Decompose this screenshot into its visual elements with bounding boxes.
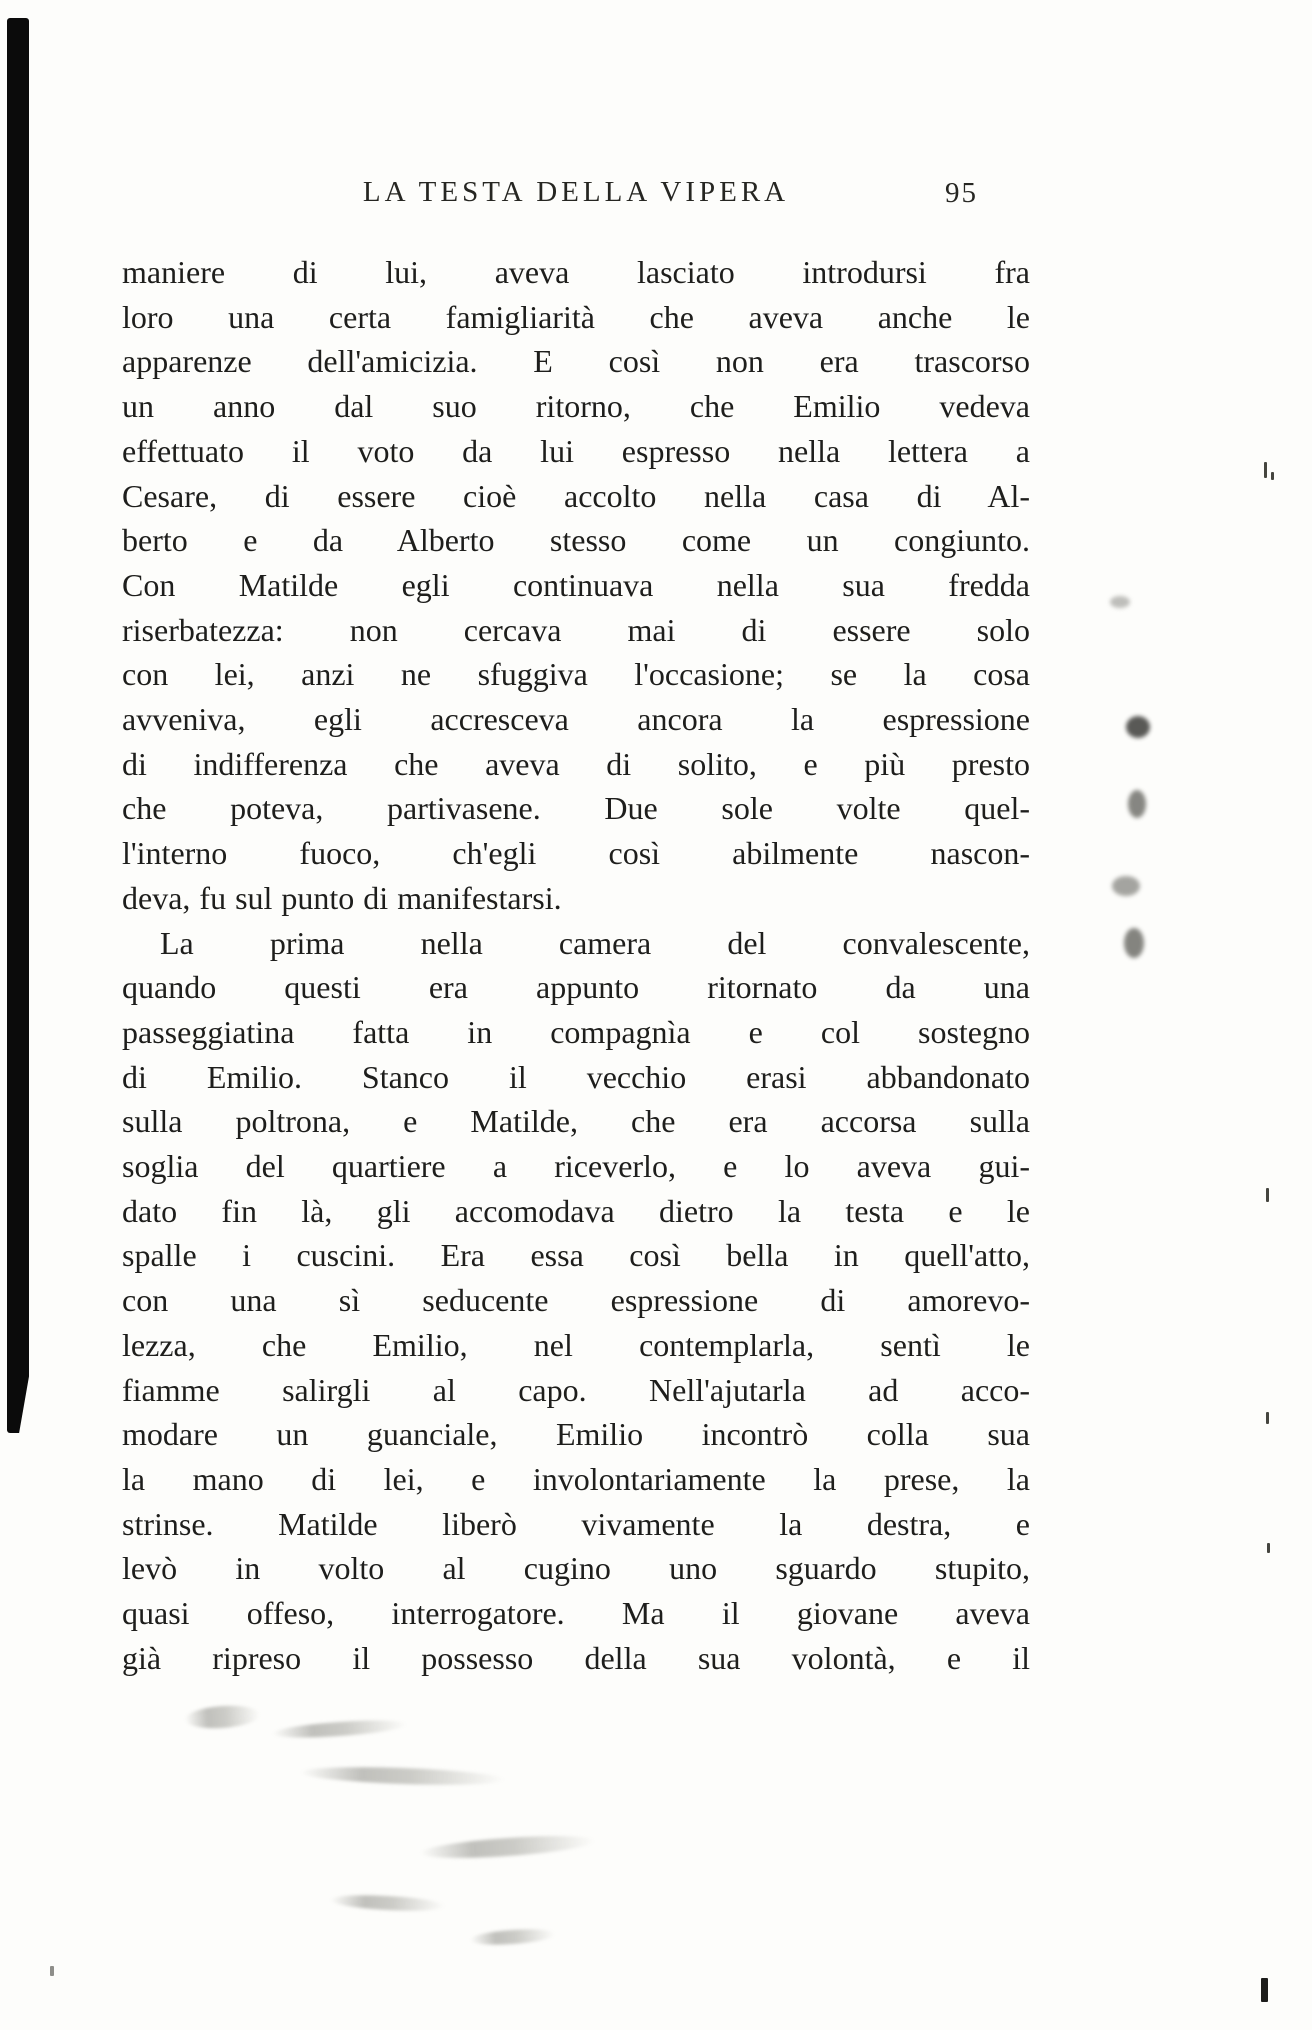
pencil-smudge (184, 1703, 260, 1730)
page-number: 95 (945, 177, 978, 209)
ink-speck (1110, 596, 1130, 608)
running-title: LA TESTA DELLA VIPERA (362, 176, 790, 208)
ink-speck (1126, 716, 1150, 738)
text-line: fiamme salirgli al capo. Nell'ajutarla ad acco- (122, 1371, 1030, 1408)
text-line: di Emilio. Stanco il vecchio erasi abbandonato (122, 1058, 1030, 1095)
text-line: Cesare, di essere cioè accolto nella casa di Al- (122, 477, 1030, 514)
pencil-smudge (272, 1717, 408, 1740)
text-line: avveniva, egli accresceva ancora la espressione (122, 701, 1030, 738)
text-line: deva, fu sul punto di manifestarsi. (122, 879, 562, 916)
text-line: spalle i cuscini. Era essa così bella in quell'atto, (122, 1237, 1030, 1274)
text-line: di indifferenza che aveva di solito, e più presto (122, 745, 1030, 782)
text-line: che poteva, partivasene. Due sole volte quel- (122, 790, 1030, 827)
text-line: strinse. Matilde liberò vivamente la destra, e (122, 1505, 1030, 1542)
text-line: lezza, che Emilio, nel contemplarla, sentì le (122, 1326, 1030, 1363)
text-line: riserbatezza: non cercava mai di essere solo (122, 611, 1030, 648)
pencil-smudge (300, 1764, 505, 1787)
ink-speck (1124, 928, 1144, 958)
text-line: l'interno fuoco, ch'egli così abilmente nascon- (122, 835, 1030, 872)
ink-speck (1112, 876, 1140, 896)
pencil-smudge (330, 1893, 446, 1913)
text-line: La prima nella camera del convalescente, (160, 924, 1030, 961)
text-line: sulla poltrona, e Matilde, che era accorsa sulla (122, 1103, 1030, 1140)
margin-mark (1266, 1188, 1269, 1202)
text-line: passeggiatina fatta in compagnìa e col sostegno (122, 1013, 1030, 1050)
margin-mark (1267, 1543, 1270, 1553)
margin-mark (1264, 462, 1267, 478)
margin-mark (1261, 1978, 1268, 2002)
text-line: con lei, anzi ne sfuggiva l'occasione; se la cosa (122, 656, 1030, 693)
margin-mark (1266, 1412, 1269, 1424)
text-line: soglia del quartiere a riceverlo, e lo aveva gui- (122, 1148, 1030, 1185)
pencil-smudge (420, 1832, 596, 1862)
text-line: apparenze dell'amicizia. E così non era trascorso (122, 343, 1030, 380)
text-line: berto e da Alberto stesso come un congiunto. (122, 522, 1030, 559)
binding-shadow (7, 18, 29, 1433)
paragraph (122, 250, 1030, 921)
page-header (122, 176, 1030, 220)
text-line: effettuato il voto da lui espresso nella lettera a (122, 432, 1030, 469)
text-line: la mano di lei, e involontariamente la prese, la (122, 1460, 1030, 1497)
text-line: dato fin là, gli accomodava dietro la testa e le (122, 1192, 1030, 1229)
text-line: maniere di lui, aveva lasciato introdursi fra (122, 254, 1030, 290)
text-block (122, 250, 1030, 1681)
paragraph (122, 921, 1030, 1681)
margin-mark (1271, 472, 1274, 480)
text-line: levò in volto al cugino uno sguardo stupito, (122, 1550, 1030, 1587)
text-line: Con Matilde egli continuava nella sua fredda (122, 566, 1030, 603)
text-line: con una sì seducente espressione di amorevo- (122, 1282, 1030, 1319)
text-line: un anno dal suo ritorno, che Emilio vedeva (122, 388, 1030, 425)
text-line: già ripreso il possesso della sua volontà, e il (122, 1639, 1030, 1676)
text-line: quasi offeso, interrogatore. Ma il giovane aveva (122, 1595, 1030, 1632)
ink-speck (1128, 790, 1146, 818)
text-line: modare un guanciale, Emilio incontrò colla sua (122, 1416, 1030, 1453)
margin-mark (50, 1966, 54, 1976)
pencil-smudge (470, 1927, 556, 1947)
text-line: loro una certa famigliarità che aveva anche le (122, 298, 1030, 335)
text-line: quando questi era appunto ritornato da una (122, 969, 1030, 1006)
